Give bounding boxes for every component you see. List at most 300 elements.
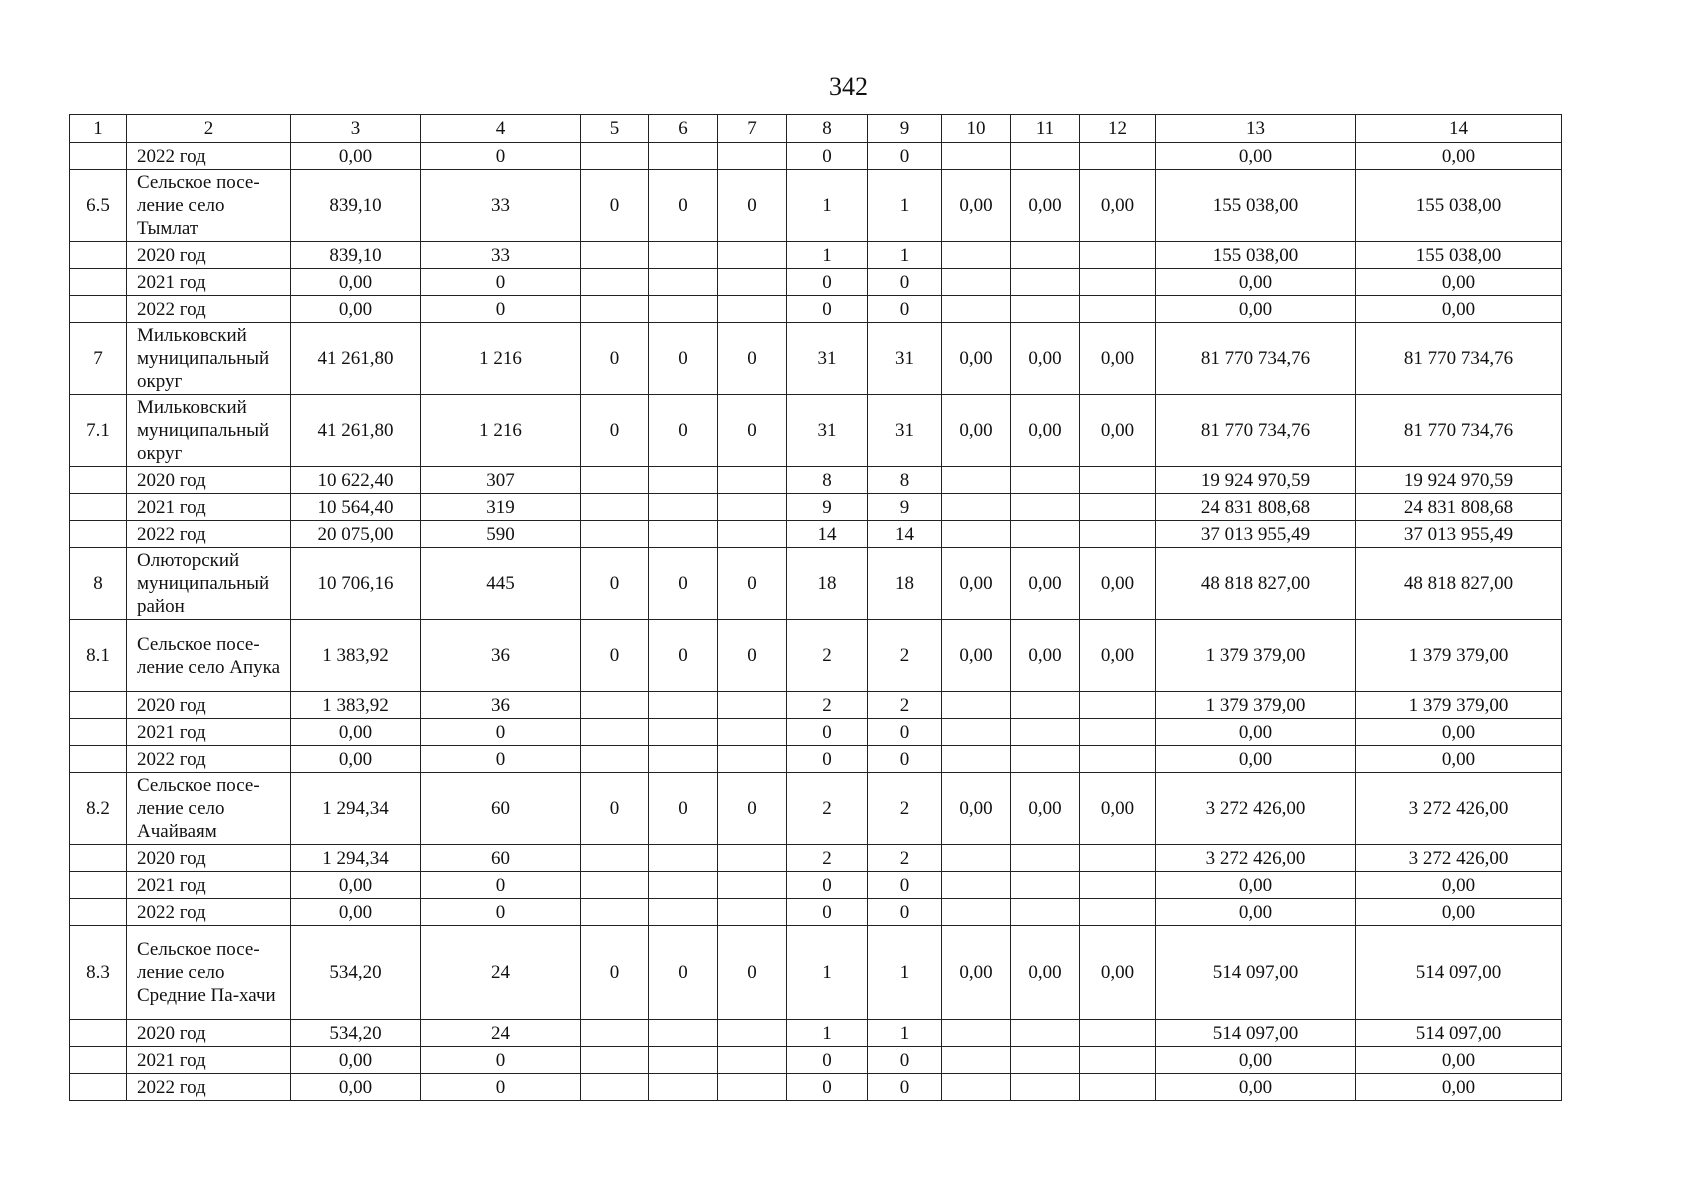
table-row-year [70,143,1562,170]
table-cell-col-9: 0 [868,296,942,323]
table-cell-col-11: 0,00 [1011,323,1080,395]
table-cell-col-1: 8.1 [70,620,127,692]
table-cell-col-2: Мильковский муниципальный округ [127,395,291,467]
table-cell-col-8: 14 [787,521,868,548]
table-cell-col-10: 0,00 [942,548,1011,620]
table-cell-col-10 [942,845,1011,872]
table-cell-col-14: 3 272 426,00 [1356,773,1562,845]
table-cell-col-8: 0 [787,719,868,746]
table-cell-col-3: 0,00 [291,719,421,746]
table-cell-col-10 [942,467,1011,494]
table-cell-col-6: 0 [649,620,718,692]
table-cell-col-11 [1011,467,1080,494]
table-cell-col-10: 0,00 [942,773,1011,845]
table-cell-col-9: 0 [868,1047,942,1074]
table-cell-col-6 [649,845,718,872]
table-cell-col-8: 1 [787,170,868,242]
table-cell-col-8: 2 [787,845,868,872]
table-cell-col-1 [70,746,127,773]
table-cell-col-2: 2021 год [127,1047,291,1074]
table-cell-col-7 [718,269,787,296]
table-cell-col-7 [718,845,787,872]
table-cell-col-9: 2 [868,620,942,692]
table-cell-col-11 [1011,242,1080,269]
table-cell-col-10: 0,00 [942,395,1011,467]
table-cell-col-5 [581,872,649,899]
table-cell-col-8: 0 [787,746,868,773]
column-header: 8 [787,115,868,143]
table-cell-col-9: 9 [868,494,942,521]
table-cell-col-6: 0 [649,395,718,467]
table-cell-col-6: 0 [649,773,718,845]
table-cell-col-10 [942,899,1011,926]
table-cell-col-14: 0,00 [1356,899,1562,926]
table-row-year [70,521,1562,548]
table-cell-col-2: Мильковский муниципальный округ [127,323,291,395]
table-cell-col-11 [1011,143,1080,170]
table-cell-col-2: 2020 год [127,692,291,719]
table-cell-col-12 [1080,1074,1156,1101]
table-cell-col-4: 0 [421,269,581,296]
table-cell-col-3: 0,00 [291,899,421,926]
table-header-row [70,115,1562,143]
table-cell-col-4: 445 [421,548,581,620]
table-cell-col-4: 1 216 [421,323,581,395]
table-cell-col-11: 0,00 [1011,395,1080,467]
table-cell-col-3: 1 383,92 [291,692,421,719]
table-cell-col-6 [649,692,718,719]
table-row-year [70,494,1562,521]
table-cell-col-14: 81 770 734,76 [1356,395,1562,467]
table-cell-col-6 [649,143,718,170]
table-cell-col-4: 60 [421,773,581,845]
table-cell-col-14: 0,00 [1356,872,1562,899]
table-cell-col-6: 0 [649,323,718,395]
table-cell-col-14: 0,00 [1356,269,1562,296]
table-cell-col-7 [718,872,787,899]
table-cell-col-12: 0,00 [1080,395,1156,467]
table-cell-col-8: 0 [787,143,868,170]
table-cell-col-11 [1011,521,1080,548]
data-table [69,114,1562,1101]
table-cell-col-14: 0,00 [1356,143,1562,170]
table-cell-col-7: 0 [718,323,787,395]
table-cell-col-12: 0,00 [1080,926,1156,1020]
table-cell-col-3: 0,00 [291,1074,421,1101]
table-cell-col-4: 24 [421,926,581,1020]
table-cell-col-5: 0 [581,395,649,467]
table-cell-col-3: 1 294,34 [291,773,421,845]
table-cell-col-2: 2021 год [127,872,291,899]
table-cell-col-9: 0 [868,899,942,926]
table-cell-col-9: 31 [868,395,942,467]
column-header: 11 [1011,115,1080,143]
table-cell-col-11 [1011,296,1080,323]
table-cell-col-6: 0 [649,170,718,242]
table-row-year [70,692,1562,719]
table-cell-col-1 [70,1047,127,1074]
table-cell-col-2: Сельское посе-ление село Апука [127,620,291,692]
table-row-item [70,323,1562,395]
table-cell-col-13: 155 038,00 [1156,242,1356,269]
table-cell-col-9: 1 [868,926,942,1020]
table-cell-col-8: 2 [787,773,868,845]
table-cell-col-11 [1011,899,1080,926]
table-cell-col-5: 0 [581,170,649,242]
table-cell-col-1: 7 [70,323,127,395]
table-cell-col-13: 3 272 426,00 [1156,845,1356,872]
table-cell-col-13: 81 770 734,76 [1156,323,1356,395]
table-cell-col-13: 37 013 955,49 [1156,521,1356,548]
table-cell-col-3: 0,00 [291,1047,421,1074]
table-cell-col-1 [70,719,127,746]
table-cell-col-6 [649,746,718,773]
column-header: 6 [649,115,718,143]
table-cell-col-13: 0,00 [1156,269,1356,296]
table-cell-col-10: 0,00 [942,620,1011,692]
table-cell-col-14: 0,00 [1356,1074,1562,1101]
table-cell-col-10 [942,872,1011,899]
table-cell-col-10: 0,00 [942,170,1011,242]
table-cell-col-8: 0 [787,1074,868,1101]
table-cell-col-6 [649,1020,718,1047]
table-cell-col-10 [942,719,1011,746]
table-cell-col-4: 307 [421,467,581,494]
column-header: 14 [1356,115,1562,143]
table-cell-col-11 [1011,1020,1080,1047]
table-cell-col-9: 31 [868,323,942,395]
table-cell-col-9: 2 [868,692,942,719]
table-body [70,143,1562,1101]
table-cell-col-14: 0,00 [1356,1047,1562,1074]
table-cell-col-10 [942,692,1011,719]
table-cell-col-7 [718,746,787,773]
table-cell-col-4: 0 [421,1047,581,1074]
table-cell-col-7: 0 [718,926,787,1020]
table-cell-col-13: 3 272 426,00 [1156,773,1356,845]
table-cell-col-2: 2021 год [127,494,291,521]
table-cell-col-4: 0 [421,143,581,170]
table-cell-col-10 [942,746,1011,773]
table-cell-col-5 [581,269,649,296]
table-cell-col-7 [718,692,787,719]
table-cell-col-12 [1080,692,1156,719]
table-cell-col-7 [718,521,787,548]
table-cell-col-4: 60 [421,845,581,872]
table-cell-col-8: 1 [787,242,868,269]
table-cell-col-1 [70,296,127,323]
table-cell-col-9: 0 [868,143,942,170]
table-cell-col-13: 0,00 [1156,719,1356,746]
table-cell-col-13: 0,00 [1156,872,1356,899]
table-row-item [70,620,1562,692]
table-cell-col-14: 1 379 379,00 [1356,620,1562,692]
table-cell-col-9: 0 [868,1074,942,1101]
table-cell-col-1 [70,845,127,872]
column-header: 10 [942,115,1011,143]
table-cell-col-5 [581,746,649,773]
table-cell-col-13: 19 924 970,59 [1156,467,1356,494]
table-cell-col-12: 0,00 [1080,773,1156,845]
table-cell-col-5 [581,845,649,872]
table-cell-col-4: 24 [421,1020,581,1047]
table-row-year [70,719,1562,746]
table-row-year [70,1047,1562,1074]
table-cell-col-8: 1 [787,926,868,1020]
table-cell-col-2: Сельское посе-ление село Средние Па-хачи [127,926,291,1020]
table-cell-col-3: 0,00 [291,296,421,323]
table-cell-col-1 [70,692,127,719]
table-cell-col-1 [70,872,127,899]
table-cell-col-14: 0,00 [1356,719,1562,746]
table-cell-col-6 [649,1074,718,1101]
table-row-year [70,1074,1562,1101]
table-cell-col-11 [1011,494,1080,521]
table-cell-col-9: 8 [868,467,942,494]
table-cell-col-4: 590 [421,521,581,548]
table-cell-col-10 [942,521,1011,548]
table-cell-col-13: 0,00 [1156,1074,1356,1101]
table-cell-col-13: 514 097,00 [1156,926,1356,1020]
table-cell-col-14: 81 770 734,76 [1356,323,1562,395]
table-cell-col-11 [1011,1074,1080,1101]
table-cell-col-12: 0,00 [1080,548,1156,620]
table-cell-col-3: 534,20 [291,1020,421,1047]
table-cell-col-5 [581,242,649,269]
table-cell-col-2: Сельское посе-ление село Ачайваям [127,773,291,845]
table-cell-col-4: 33 [421,170,581,242]
table-row-year [70,746,1562,773]
table-cell-col-5 [581,1074,649,1101]
table-cell-col-3: 0,00 [291,872,421,899]
table-cell-col-13: 0,00 [1156,899,1356,926]
table-cell-col-11 [1011,269,1080,296]
table-cell-col-11: 0,00 [1011,548,1080,620]
table-cell-col-13: 48 818 827,00 [1156,548,1356,620]
table-cell-col-2: 2020 год [127,1020,291,1047]
table-cell-col-2: Сельское посе-ление село Тымлат [127,170,291,242]
table-cell-col-7 [718,296,787,323]
table-cell-col-11 [1011,692,1080,719]
table-cell-col-12: 0,00 [1080,323,1156,395]
table-cell-col-1 [70,1074,127,1101]
table-cell-col-10 [942,269,1011,296]
table-cell-col-8: 31 [787,395,868,467]
table-cell-col-5 [581,494,649,521]
table-cell-col-2: Олюторский муниципальный район [127,548,291,620]
table-cell-col-5: 0 [581,548,649,620]
table-cell-col-1 [70,269,127,296]
table-cell-col-5 [581,467,649,494]
table-cell-col-7 [718,1020,787,1047]
table-cell-col-11 [1011,872,1080,899]
table-cell-col-2: 2020 год [127,242,291,269]
table-cell-col-14: 3 272 426,00 [1356,845,1562,872]
table-cell-col-7 [718,143,787,170]
table-cell-col-8: 0 [787,296,868,323]
table-cell-col-8: 18 [787,548,868,620]
table-cell-col-14: 19 924 970,59 [1356,467,1562,494]
table-cell-col-10 [942,143,1011,170]
table-cell-col-12: 0,00 [1080,170,1156,242]
table-cell-col-13: 1 379 379,00 [1156,692,1356,719]
table-row-year [70,845,1562,872]
table-cell-col-2: 2022 год [127,296,291,323]
table-cell-col-14: 514 097,00 [1356,926,1562,1020]
table-row-item [70,926,1562,1020]
table-cell-col-7 [718,1047,787,1074]
table-cell-col-14: 514 097,00 [1356,1020,1562,1047]
table-cell-col-7: 0 [718,548,787,620]
table-cell-col-8: 0 [787,269,868,296]
table-cell-col-5: 0 [581,926,649,1020]
table-row-year [70,296,1562,323]
table-cell-col-9: 0 [868,269,942,296]
table-cell-col-6 [649,719,718,746]
table-cell-col-1: 6.5 [70,170,127,242]
table-cell-col-12 [1080,143,1156,170]
column-header: 7 [718,115,787,143]
table-cell-col-10 [942,242,1011,269]
table-cell-col-10 [942,1074,1011,1101]
table-cell-col-13: 0,00 [1156,296,1356,323]
table-cell-col-9: 1 [868,1020,942,1047]
table-cell-col-4: 0 [421,746,581,773]
table-cell-col-7: 0 [718,773,787,845]
table-cell-col-4: 319 [421,494,581,521]
table-cell-col-2: 2022 год [127,746,291,773]
table-cell-col-8: 0 [787,872,868,899]
table-cell-col-5 [581,1047,649,1074]
table-cell-col-12 [1080,899,1156,926]
table-cell-col-4: 36 [421,620,581,692]
table-cell-col-7 [718,719,787,746]
table-cell-col-11 [1011,719,1080,746]
table-cell-col-14: 1 379 379,00 [1356,692,1562,719]
table-cell-col-4: 0 [421,719,581,746]
table-cell-col-5: 0 [581,620,649,692]
table-cell-col-11 [1011,1047,1080,1074]
table-cell-col-4: 0 [421,899,581,926]
table-cell-col-4: 0 [421,1074,581,1101]
table-cell-col-5 [581,296,649,323]
table-cell-col-10 [942,1020,1011,1047]
table-cell-col-12 [1080,746,1156,773]
table-cell-col-8: 2 [787,692,868,719]
table-cell-col-4: 36 [421,692,581,719]
column-header: 12 [1080,115,1156,143]
table-cell-col-9: 2 [868,773,942,845]
table-cell-col-12: 0,00 [1080,620,1156,692]
table-cell-col-4: 0 [421,296,581,323]
table-cell-col-8: 31 [787,323,868,395]
table-cell-col-12 [1080,845,1156,872]
table-cell-col-6 [649,899,718,926]
table-cell-col-3: 0,00 [291,746,421,773]
table-cell-col-10 [942,494,1011,521]
table-row-year [70,242,1562,269]
table-cell-col-6 [649,1047,718,1074]
table-cell-col-9: 1 [868,242,942,269]
table-cell-col-2: 2022 год [127,143,291,170]
table-cell-col-8: 9 [787,494,868,521]
table-cell-col-1 [70,1020,127,1047]
table-cell-col-9: 1 [868,170,942,242]
table-cell-col-6 [649,269,718,296]
table-cell-col-11 [1011,845,1080,872]
table-cell-col-11: 0,00 [1011,170,1080,242]
table-cell-col-1: 8 [70,548,127,620]
table-cell-col-12 [1080,719,1156,746]
table-cell-col-9: 0 [868,872,942,899]
table-cell-col-10 [942,1047,1011,1074]
table-cell-col-7: 0 [718,620,787,692]
table-cell-col-9: 0 [868,719,942,746]
table-cell-col-8: 0 [787,899,868,926]
table-cell-col-3: 10 564,40 [291,494,421,521]
table-cell-col-1 [70,467,127,494]
column-header: 4 [421,115,581,143]
table-cell-col-6 [649,467,718,494]
table-cell-col-6 [649,296,718,323]
table-cell-col-14: 155 038,00 [1356,170,1562,242]
table-cell-col-12 [1080,467,1156,494]
table-row-year [70,1020,1562,1047]
table-cell-col-14: 37 013 955,49 [1356,521,1562,548]
table-cell-col-9: 14 [868,521,942,548]
table-cell-col-7 [718,467,787,494]
table-cell-col-13: 514 097,00 [1156,1020,1356,1047]
table-cell-col-11: 0,00 [1011,773,1080,845]
table-cell-col-9: 2 [868,845,942,872]
table-cell-col-14: 0,00 [1356,296,1562,323]
table-cell-col-2: 2022 год [127,521,291,548]
table-cell-col-10 [942,296,1011,323]
column-header: 9 [868,115,942,143]
table-cell-col-3: 41 261,80 [291,395,421,467]
table-cell-col-14: 155 038,00 [1356,242,1562,269]
table-cell-col-1 [70,899,127,926]
table-row-item [70,170,1562,242]
table-cell-col-12 [1080,521,1156,548]
table-cell-col-1: 7.1 [70,395,127,467]
table-cell-col-3: 0,00 [291,269,421,296]
table-cell-col-5 [581,521,649,548]
table-cell-col-5 [581,899,649,926]
table-cell-col-10: 0,00 [942,323,1011,395]
table-cell-col-3: 10 706,16 [291,548,421,620]
table-cell-col-12 [1080,1020,1156,1047]
table-cell-col-2: 2022 год [127,899,291,926]
table-cell-col-3: 839,10 [291,242,421,269]
table-cell-col-2: 2021 год [127,719,291,746]
table-cell-col-7 [718,1074,787,1101]
table-cell-col-13: 1 379 379,00 [1156,620,1356,692]
table-cell-col-12 [1080,872,1156,899]
table-cell-col-6 [649,242,718,269]
table-cell-col-2: 2020 год [127,845,291,872]
table-cell-col-7: 0 [718,395,787,467]
table-cell-col-5: 0 [581,323,649,395]
table-cell-col-11 [1011,746,1080,773]
table-row-year [70,872,1562,899]
table-cell-col-2: 2021 год [127,269,291,296]
table-cell-col-12 [1080,1047,1156,1074]
table-cell-col-12 [1080,242,1156,269]
table-cell-col-3: 839,10 [291,170,421,242]
column-header: 1 [70,115,127,143]
table-row-item [70,773,1562,845]
